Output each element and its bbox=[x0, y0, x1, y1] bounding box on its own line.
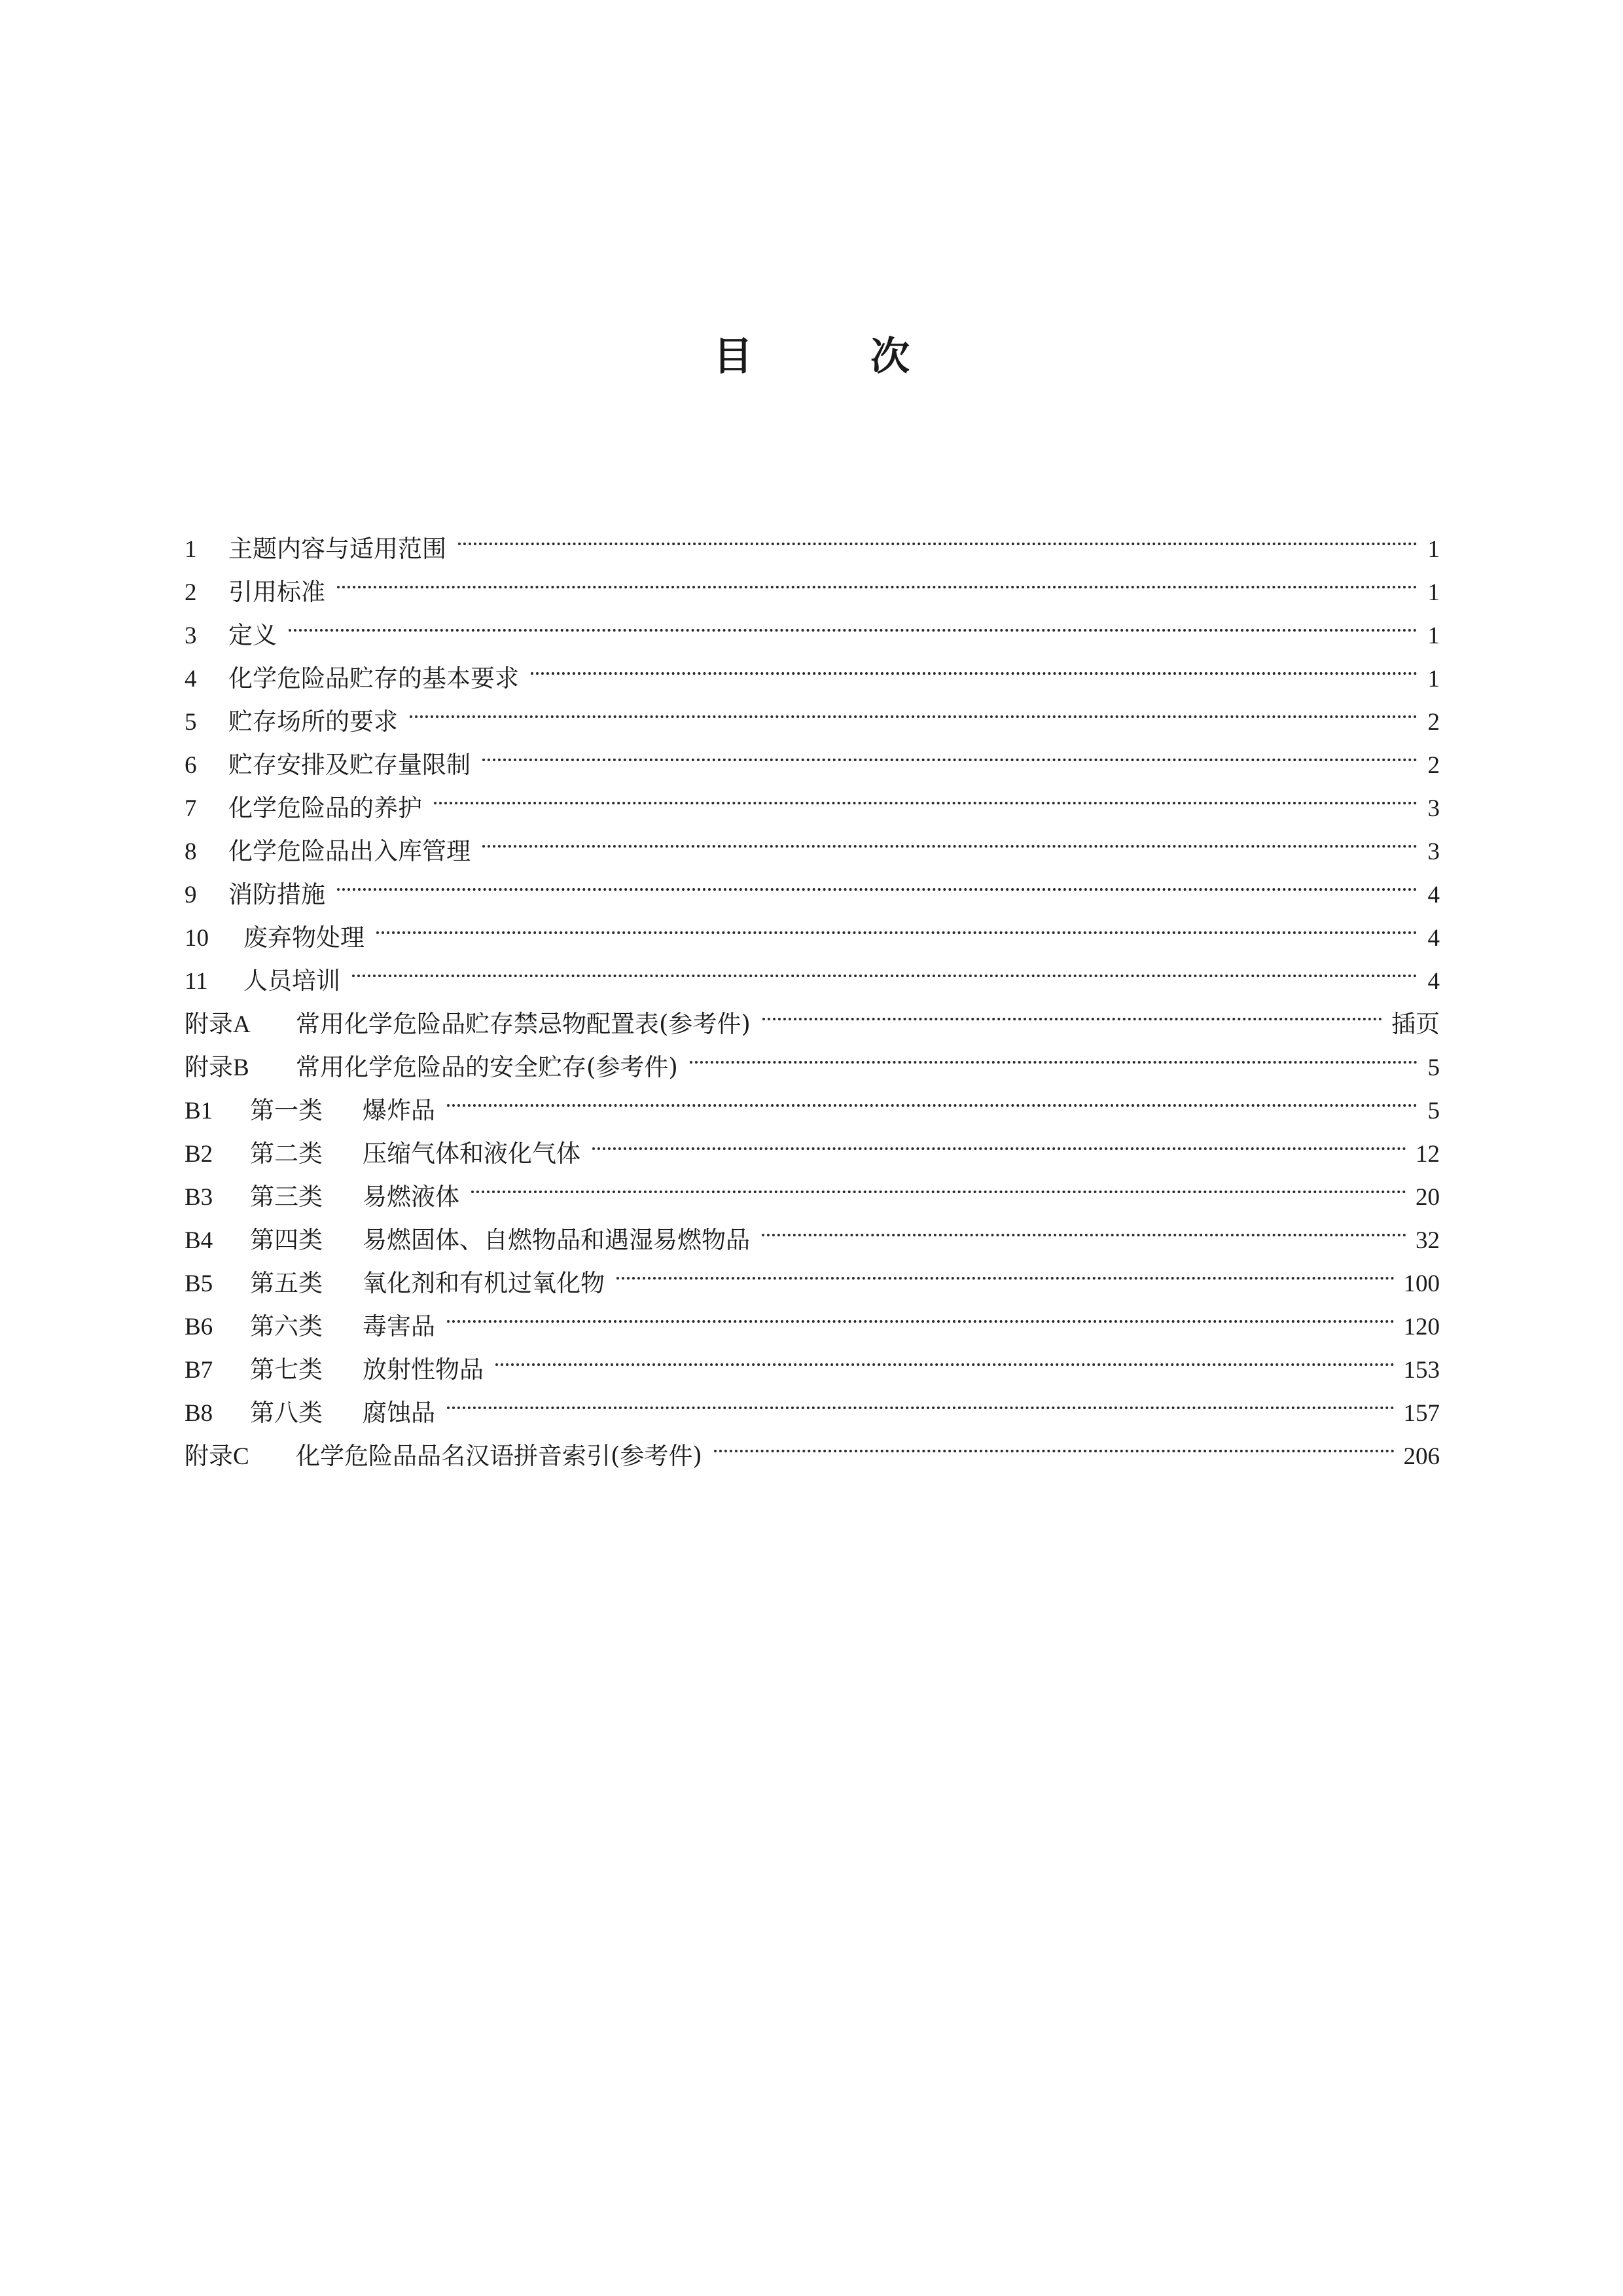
toc-entry-page: 20 bbox=[1416, 1184, 1440, 1211]
toc-entry-category: 第五类 bbox=[250, 1269, 323, 1297]
toc-entry-category: 第七类 bbox=[250, 1355, 323, 1384]
toc-entry-number: B2 bbox=[185, 1141, 213, 1168]
toc-entry-category: 第二类 bbox=[250, 1139, 323, 1168]
toc-entry-page: 1 bbox=[1427, 579, 1440, 606]
toc-leader-dots bbox=[714, 1421, 1395, 1464]
toc-entry-number: B6 bbox=[185, 1314, 213, 1340]
toc-entry-page: 4 bbox=[1427, 968, 1440, 995]
toc-entry-title: 贮存场所的要求 bbox=[228, 708, 398, 736]
toc-entry-page: 12 bbox=[1416, 1141, 1440, 1168]
toc-leader-dots bbox=[616, 1248, 1395, 1291]
toc-entry-number: 附录C bbox=[185, 1443, 249, 1470]
toc-entry-title: 主题内容与适用范围 bbox=[228, 535, 446, 563]
toc-leader-dots bbox=[482, 816, 1418, 859]
toc-leader-dots bbox=[447, 1291, 1395, 1335]
toc-entry-page: 153 bbox=[1403, 1357, 1440, 1384]
toc-entry-page: 5 bbox=[1427, 1098, 1440, 1124]
toc-entry-page: 120 bbox=[1403, 1314, 1440, 1340]
toc-leader-dots bbox=[531, 643, 1418, 687]
toc-entry-number: B7 bbox=[185, 1357, 213, 1384]
toc-entry-number: 7 bbox=[185, 795, 197, 822]
toc-entry[interactable] bbox=[185, 514, 1440, 563]
toc-entry[interactable] bbox=[185, 859, 1440, 908]
toc-entry-page: 4 bbox=[1427, 882, 1440, 908]
toc-leader-dots bbox=[762, 1205, 1406, 1248]
toc-leader-dots bbox=[482, 730, 1418, 773]
toc-entry-number: 附录B bbox=[185, 1054, 249, 1081]
toc-entry-category: 第三类 bbox=[250, 1183, 323, 1211]
toc-entry-category: 第四类 bbox=[250, 1226, 323, 1254]
toc-entry-title: 易燃固体、自燃物品和遇湿易燃物品 bbox=[363, 1226, 750, 1254]
toc-entry-title: 化学危险品出入库管理 bbox=[228, 837, 471, 865]
toc-leader-dots bbox=[762, 989, 1382, 1032]
toc-entry-page: 3 bbox=[1427, 838, 1440, 865]
toc-entry[interactable] bbox=[185, 643, 1440, 692]
toc-leader-dots bbox=[337, 557, 1418, 600]
title-char-1: 目 bbox=[713, 334, 753, 380]
toc-entry-title: 毒害品 bbox=[363, 1312, 435, 1340]
toc-entry-page: 1 bbox=[1427, 536, 1440, 563]
toc-entry-title: 消防措施 bbox=[228, 880, 325, 908]
toc-entry[interactable] bbox=[185, 557, 1440, 606]
toc-entry-title: 腐蚀品 bbox=[363, 1399, 435, 1427]
toc-entry-number: B5 bbox=[185, 1270, 213, 1297]
toc-entry[interactable] bbox=[185, 946, 1440, 995]
toc-entry-page: 2 bbox=[1427, 709, 1440, 736]
toc-leader-dots bbox=[495, 1335, 1395, 1378]
toc-entry-number: 附录A bbox=[185, 1011, 251, 1038]
toc-leader-dots bbox=[690, 1032, 1418, 1075]
toc-entry-title: 贮存安排及贮存量限制 bbox=[228, 751, 471, 779]
toc-entry-page: 3 bbox=[1427, 795, 1440, 822]
toc-leader-dots bbox=[337, 859, 1418, 903]
toc-entry-number: 1 bbox=[185, 536, 197, 563]
toc-leader-dots bbox=[289, 600, 1418, 643]
toc-entry-category: 第八类 bbox=[250, 1399, 323, 1427]
toc-entry-title: 爆炸品 bbox=[363, 1096, 435, 1124]
toc-entry[interactable] bbox=[185, 989, 1440, 1038]
toc-entry-category: 第六类 bbox=[250, 1312, 323, 1340]
toc-entry-number: B4 bbox=[185, 1227, 213, 1254]
toc-entry-page: 100 bbox=[1403, 1270, 1440, 1297]
toc-leader-dots bbox=[447, 1378, 1395, 1421]
toc-entry-page: 1 bbox=[1427, 622, 1440, 649]
toc-leader-dots bbox=[410, 687, 1418, 730]
toc-entry-number: 4 bbox=[185, 666, 197, 692]
toc-entry-number: 10 bbox=[185, 925, 209, 952]
toc-entry-number: B8 bbox=[185, 1400, 213, 1427]
toc-entry-title: 废弃物处理 bbox=[243, 924, 365, 952]
toc-entry-number: B1 bbox=[185, 1098, 213, 1124]
toc-leader-dots bbox=[376, 903, 1418, 946]
toc-leader-dots bbox=[352, 946, 1418, 989]
toc-entry-title: 易燃液体 bbox=[363, 1183, 459, 1211]
toc-entry-title: 人员培训 bbox=[243, 967, 340, 995]
toc-entry-title: 常用化学危险品的安全贮存(参考件) bbox=[296, 1053, 678, 1081]
toc-entry-title: 放射性物品 bbox=[363, 1355, 484, 1384]
toc-leader-dots bbox=[471, 1162, 1406, 1205]
toc-entry-page: 2 bbox=[1427, 752, 1440, 779]
toc-entry-title: 化学危险品的养护 bbox=[228, 794, 422, 822]
toc-entry[interactable] bbox=[185, 903, 1440, 952]
toc-leader-dots bbox=[592, 1119, 1406, 1162]
toc-entry-page: 206 bbox=[1403, 1443, 1440, 1470]
toc-entry-page: 插页 bbox=[1391, 1011, 1440, 1038]
toc-entry-number: B3 bbox=[185, 1184, 213, 1211]
toc-entry-title: 氧化剂和有机过氧化物 bbox=[363, 1269, 605, 1297]
toc-entry-page: 5 bbox=[1427, 1054, 1440, 1081]
toc-entry-title: 化学危险品品名汉语拼音索引(参考件) bbox=[296, 1442, 702, 1470]
toc-entry-number: 8 bbox=[185, 838, 197, 865]
toc-entry[interactable] bbox=[185, 600, 1440, 649]
toc-entry-title: 压缩气体和液化气体 bbox=[363, 1139, 580, 1168]
toc-entry-page: 1 bbox=[1427, 666, 1440, 692]
toc-entry-title: 引用标准 bbox=[228, 578, 325, 606]
toc-entry-page: 157 bbox=[1403, 1400, 1440, 1427]
toc-entry-number: 2 bbox=[185, 579, 197, 606]
toc-leader-dots bbox=[458, 514, 1418, 557]
toc-entry-category: 第一类 bbox=[250, 1096, 323, 1124]
toc-entry-number: 9 bbox=[185, 882, 197, 908]
toc-entry-title: 化学危险品贮存的基本要求 bbox=[228, 664, 519, 692]
toc-entry-title: 定义 bbox=[228, 621, 277, 649]
toc-entry-number: 11 bbox=[185, 968, 208, 995]
toc-leader-dots bbox=[434, 773, 1418, 816]
toc-entry-page: 32 bbox=[1416, 1227, 1440, 1254]
toc-entry-number: 6 bbox=[185, 752, 197, 779]
toc-entry-title: 常用化学危险品贮存禁忌物配置表(参考件) bbox=[296, 1010, 751, 1038]
toc-entry-number: 5 bbox=[185, 709, 197, 736]
table-of-contents bbox=[185, 514, 1440, 1470]
toc-entry-page: 4 bbox=[1427, 925, 1440, 952]
title-char-2: 次 bbox=[870, 334, 910, 380]
toc-entry-number: 3 bbox=[185, 622, 197, 649]
toc-leader-dots bbox=[447, 1075, 1418, 1119]
page-title bbox=[0, 331, 1623, 383]
